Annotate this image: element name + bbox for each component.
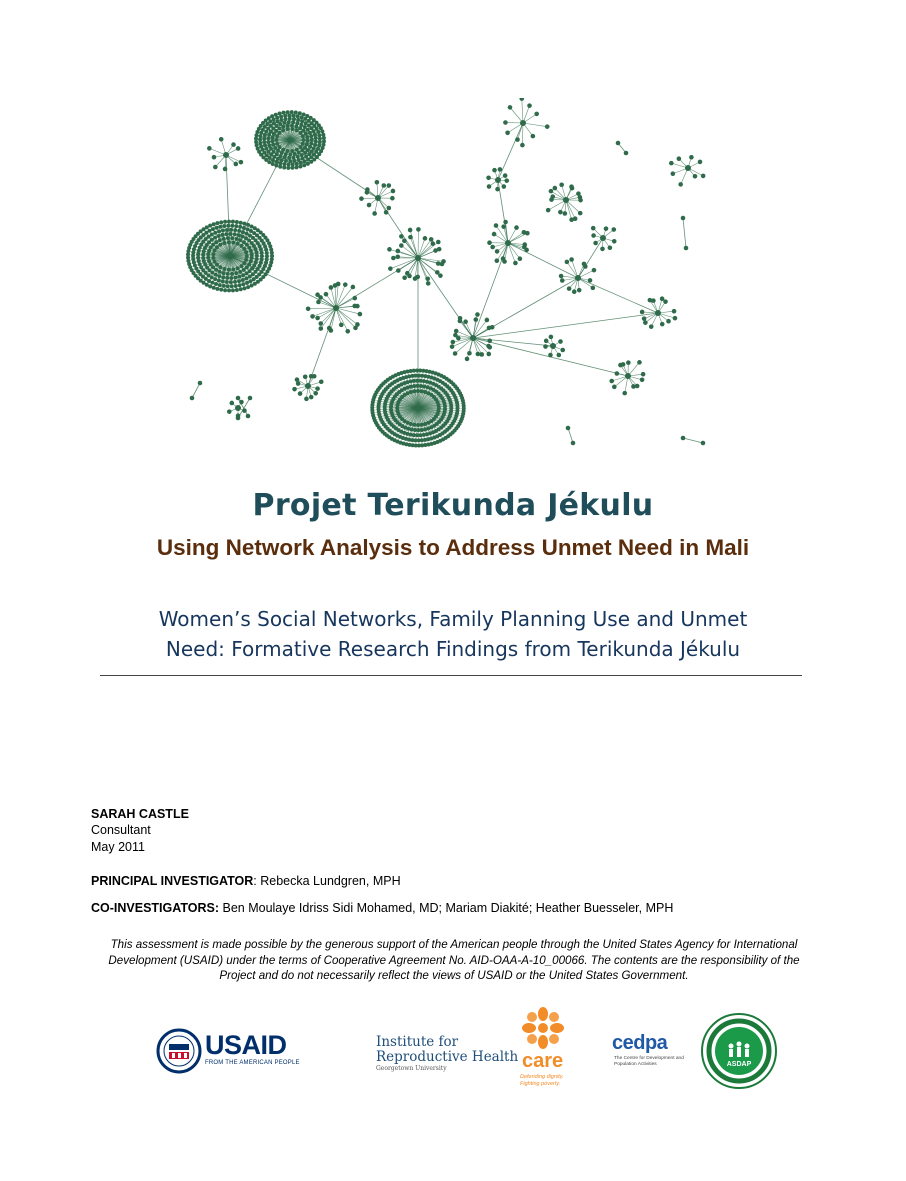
- irh-emblem-icon: [338, 1030, 374, 1070]
- cedpa-logo: [612, 1032, 684, 1072]
- irh-line-2: Reproductive Health: [376, 1049, 519, 1065]
- usaid-seal-icon: [156, 1026, 202, 1076]
- cedpa-tagline: The Centre for Development and Population Activities: [614, 1056, 684, 1067]
- usaid-wordmark: USAID: [205, 1030, 287, 1060]
- care-hands-icon: [518, 1006, 568, 1050]
- asdap-wordmark: ASDAP: [726, 1061, 752, 1068]
- irh-logo: [338, 1030, 519, 1072]
- co-label: CO-INVESTIGATORS:: [91, 901, 220, 915]
- description-line-2: Need: Formative Research Findings from Terikunda Jékulu: [165, 637, 741, 661]
- network-graph-image: [178, 98, 730, 462]
- usaid-tagline: FROM THE AMERICAN PEOPLE: [205, 1060, 300, 1066]
- publication-date: May 2011: [91, 840, 145, 854]
- description-line-1: Women’s Social Networks, Family Planning Use and Unmet: [158, 607, 748, 631]
- care-tagline: Defending dignity. Fighting poverty.: [520, 1074, 564, 1087]
- asdap-seal-icon: [700, 1012, 778, 1090]
- document-description: [100, 604, 806, 664]
- co-investigators: [91, 901, 673, 916]
- cedpa-wordmark: cedpa: [612, 1032, 668, 1054]
- asdap-logo: [700, 1012, 778, 1090]
- care-logo: [518, 1006, 576, 1094]
- irh-line-1: Institute for: [376, 1034, 459, 1050]
- co-value: Ben Moulaye Idriss Sidi Mohamed, MD; Mariam Diakité; Heather Buesseler, MPH: [219, 901, 674, 915]
- document-title: Projet Terikunda Jékulu: [252, 488, 654, 523]
- irh-line-3: Georgetown University: [376, 1065, 447, 1072]
- network-nodes-group: [186, 98, 705, 448]
- author-name: SARAH CASTLE: [91, 807, 189, 821]
- pi-label: PRINCIPAL INVESTIGATOR: [91, 874, 254, 888]
- title-divider: [100, 675, 802, 676]
- care-wordmark: care: [522, 1050, 564, 1072]
- principal-investigator: [91, 874, 401, 889]
- pi-value: : Rebecka Lundgren, MPH: [253, 874, 401, 888]
- social-network-illustration: [178, 98, 730, 462]
- usaid-logo: [156, 1026, 301, 1076]
- author-role: Consultant: [91, 823, 151, 837]
- document-subtitle: Using Network Analysis to Address Unmet Need in Mali: [156, 535, 750, 560]
- funding-disclaimer: This assessment is made possible by the generous support of the American people through the United States Agency for International Development (USAID) under the terms of Cooperative Agreement No. AID-OAA-A-10_00066. The contents are the responsibility of the Project and do not necessarily reflect the views of USAID or the United States Government.: [108, 938, 800, 982]
